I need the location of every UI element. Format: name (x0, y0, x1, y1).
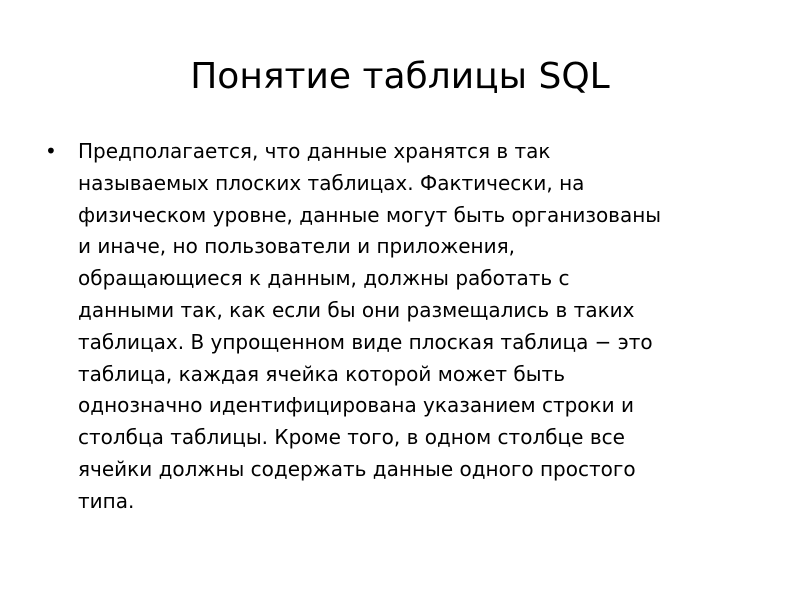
bullet-text-line: таблицах. В упрощенном виде плоская таблица − это (78, 329, 653, 354)
bullet-text-line: Предполагается, что данные хранятся в так (78, 139, 551, 163)
bullet-list (45, 136, 765, 518)
bullet-text-line: таблица, каждая ячейка которой может быть (78, 361, 565, 386)
bullet-icon: • (45, 139, 57, 163)
slide-title: Понятие таблицы SQL (190, 56, 610, 97)
bullet-text-line: типа. (78, 488, 135, 513)
bullet-text-line: и иначе, но пользователи и приложения, (78, 234, 516, 259)
bullet-text-line: ячейки должны содержать данные одного простого (78, 456, 636, 481)
bullet-text-line: однозначно идентифицирована указанием строки и (78, 393, 634, 418)
bullet-item (45, 136, 765, 518)
bullet-text-line: столбца таблицы. Кроме того, в одном столбце все (78, 425, 625, 450)
bullet-text-line: обращающиеся к данным, должны работать с (78, 266, 570, 291)
bullet-text-line: данными так, как если бы они размещались в таких (78, 297, 635, 322)
bullet-text-line: физическом уровне, данные могут быть организованы (78, 202, 662, 227)
bullet-text-line: называемых плоских таблицах. Фактически, на (78, 170, 585, 195)
